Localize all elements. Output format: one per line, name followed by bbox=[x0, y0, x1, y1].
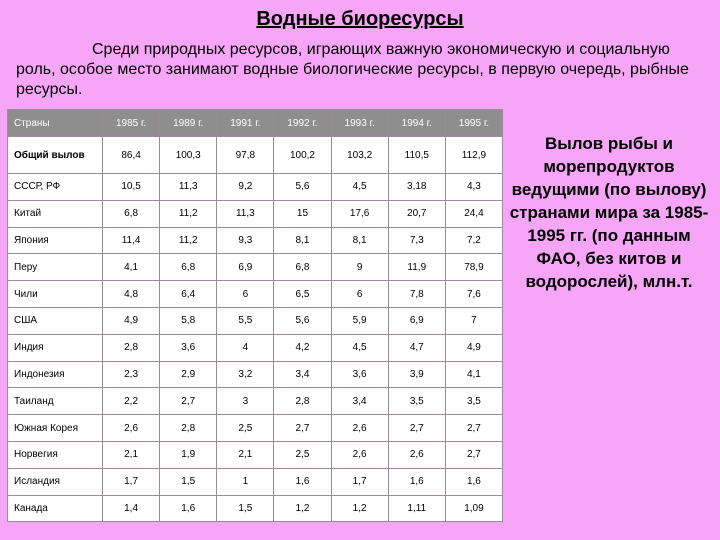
value-cell: 2,8 bbox=[160, 415, 217, 442]
value-cell: 2,6 bbox=[103, 415, 160, 442]
value-cell: 24,4 bbox=[445, 200, 502, 227]
page-title: Водные биоресурсы bbox=[256, 8, 464, 30]
value-cell: 2,6 bbox=[331, 415, 388, 442]
table-row bbox=[8, 254, 503, 281]
table-caption: Вылов рыбы и морепродуктов ведущими (по вылову) странами мира за 1985-1995 гг. (по данным ФАО, без китов и водорослей), млн.т. bbox=[509, 134, 709, 291]
value-cell: 4,1 bbox=[445, 361, 502, 388]
value-cell: 100,3 bbox=[160, 137, 217, 174]
table-row bbox=[8, 174, 503, 201]
value-cell: 11,3 bbox=[160, 174, 217, 201]
value-cell: 5,5 bbox=[217, 307, 274, 334]
value-cell: 4,8 bbox=[103, 281, 160, 308]
value-cell: 2,6 bbox=[331, 441, 388, 468]
value-cell: 7 bbox=[445, 307, 502, 334]
column-header: 1989 г. bbox=[160, 110, 217, 137]
value-cell: 6,8 bbox=[160, 254, 217, 281]
value-cell: 1,9 bbox=[160, 441, 217, 468]
country-cell: Канада bbox=[8, 495, 103, 522]
value-cell: 1,6 bbox=[160, 495, 217, 522]
value-cell: 100,2 bbox=[274, 137, 331, 174]
value-cell: 6 bbox=[217, 281, 274, 308]
country-cell: США bbox=[8, 307, 103, 334]
value-cell: 1,7 bbox=[331, 468, 388, 495]
table-row bbox=[8, 441, 503, 468]
value-cell: 3,4 bbox=[331, 388, 388, 415]
value-cell: 1,7 bbox=[103, 468, 160, 495]
value-cell: 15 bbox=[274, 200, 331, 227]
value-cell: 1,5 bbox=[160, 468, 217, 495]
value-cell: 1,2 bbox=[331, 495, 388, 522]
table-row bbox=[8, 200, 503, 227]
value-cell: 2,5 bbox=[274, 441, 331, 468]
value-cell: 1,2 bbox=[274, 495, 331, 522]
value-cell: 2,5 bbox=[217, 415, 274, 442]
value-cell: 4,5 bbox=[331, 174, 388, 201]
value-cell: 2,7 bbox=[160, 388, 217, 415]
value-cell: 103,2 bbox=[331, 137, 388, 174]
value-cell: 1,6 bbox=[274, 468, 331, 495]
value-cell: 2,8 bbox=[103, 334, 160, 361]
table-row bbox=[8, 334, 503, 361]
value-cell: 7,8 bbox=[388, 281, 445, 308]
value-cell: 10,5 bbox=[103, 174, 160, 201]
column-header: 1992 г. bbox=[274, 110, 331, 137]
country-cell: Чили bbox=[8, 281, 103, 308]
value-cell: 9 bbox=[331, 254, 388, 281]
value-cell: 3,9 bbox=[388, 361, 445, 388]
value-cell: 3,4 bbox=[274, 361, 331, 388]
table-row bbox=[8, 227, 503, 254]
value-cell: 4,5 bbox=[331, 334, 388, 361]
country-cell: Южная Корея bbox=[8, 415, 103, 442]
value-cell: 97,8 bbox=[217, 137, 274, 174]
table-body bbox=[8, 137, 503, 522]
country-cell: Норвегия bbox=[8, 441, 103, 468]
country-cell: Индия bbox=[8, 334, 103, 361]
table-row bbox=[8, 415, 503, 442]
value-cell: 4,9 bbox=[103, 307, 160, 334]
value-cell: 3,6 bbox=[331, 361, 388, 388]
value-cell: 4,3 bbox=[445, 174, 502, 201]
column-header: 1993 г. bbox=[331, 110, 388, 137]
table-header-row bbox=[8, 110, 503, 137]
table-row bbox=[8, 281, 503, 308]
country-cell: Перу bbox=[8, 254, 103, 281]
country-cell: Общий вылов bbox=[8, 137, 103, 174]
value-cell: 2,1 bbox=[103, 441, 160, 468]
value-cell: 4,9 bbox=[445, 334, 502, 361]
value-cell: 4,1 bbox=[103, 254, 160, 281]
table-row bbox=[8, 468, 503, 495]
value-cell: 2,1 bbox=[217, 441, 274, 468]
fish-catch-table bbox=[7, 109, 503, 522]
table-row bbox=[8, 361, 503, 388]
value-cell: 1,11 bbox=[388, 495, 445, 522]
value-cell: 2,7 bbox=[388, 415, 445, 442]
value-cell: 6 bbox=[331, 281, 388, 308]
value-cell: 4,2 bbox=[274, 334, 331, 361]
value-cell: 7,6 bbox=[445, 281, 502, 308]
column-header: 1985 г. bbox=[103, 110, 160, 137]
value-cell: 4,7 bbox=[388, 334, 445, 361]
value-cell: 7,2 bbox=[445, 227, 502, 254]
value-cell: 11,2 bbox=[160, 200, 217, 227]
value-cell: 3,5 bbox=[445, 388, 502, 415]
country-cell: Индонезия bbox=[8, 361, 103, 388]
country-cell: Таиланд bbox=[8, 388, 103, 415]
value-cell: 6,9 bbox=[217, 254, 274, 281]
value-cell: 1,6 bbox=[388, 468, 445, 495]
value-cell: 2,9 bbox=[160, 361, 217, 388]
table-row bbox=[8, 495, 503, 522]
value-cell: 5,6 bbox=[274, 174, 331, 201]
value-cell: 3,5 bbox=[388, 388, 445, 415]
value-cell: 11,4 bbox=[103, 227, 160, 254]
value-cell: 11,3 bbox=[217, 200, 274, 227]
country-cell: Япония bbox=[8, 227, 103, 254]
value-cell: 17,6 bbox=[331, 200, 388, 227]
value-cell: 78,9 bbox=[445, 254, 502, 281]
table-row bbox=[8, 137, 503, 174]
country-cell: Исландия bbox=[8, 468, 103, 495]
column-header: 1991 г. bbox=[217, 110, 274, 137]
value-cell: 2,2 bbox=[103, 388, 160, 415]
value-cell: 3,18 bbox=[388, 174, 445, 201]
value-cell: 1,6 bbox=[445, 468, 502, 495]
value-cell: 6,5 bbox=[274, 281, 331, 308]
value-cell: 110,5 bbox=[388, 137, 445, 174]
value-cell: 2,7 bbox=[274, 415, 331, 442]
value-cell: 86,4 bbox=[103, 137, 160, 174]
column-header: 1995 г. bbox=[445, 110, 502, 137]
country-cell: СССР, РФ bbox=[8, 174, 103, 201]
value-cell: 1,09 bbox=[445, 495, 502, 522]
table-row bbox=[8, 388, 503, 415]
value-cell: 20,7 bbox=[388, 200, 445, 227]
value-cell: 5,6 bbox=[274, 307, 331, 334]
value-cell: 2,8 bbox=[274, 388, 331, 415]
value-cell: 9,3 bbox=[217, 227, 274, 254]
value-cell: 112,9 bbox=[445, 137, 502, 174]
value-cell: 2,6 bbox=[388, 441, 445, 468]
value-cell: 3 bbox=[217, 388, 274, 415]
value-cell: 1,4 bbox=[103, 495, 160, 522]
column-header: 1994 г. bbox=[388, 110, 445, 137]
table-row bbox=[8, 307, 503, 334]
value-cell: 8,1 bbox=[331, 227, 388, 254]
value-cell: 5,9 bbox=[331, 307, 388, 334]
value-cell: 11,9 bbox=[388, 254, 445, 281]
value-cell: 1,5 bbox=[217, 495, 274, 522]
value-cell: 2,7 bbox=[445, 441, 502, 468]
value-cell: 6,8 bbox=[103, 200, 160, 227]
value-cell: 8,1 bbox=[274, 227, 331, 254]
value-cell: 6,8 bbox=[274, 254, 331, 281]
value-cell: 1 bbox=[217, 468, 274, 495]
intro-paragraph: Среди природных ресурсов, играющих важную экономическую и социальную роль, особое место занимают водные биологические ресурсы, в первую очередь, рыбные ресурсы. bbox=[16, 41, 689, 98]
country-cell: Китай bbox=[8, 200, 103, 227]
column-header: Страны bbox=[8, 110, 103, 137]
value-cell: 5,8 bbox=[160, 307, 217, 334]
value-cell: 9,2 bbox=[217, 174, 274, 201]
value-cell: 3,6 bbox=[160, 334, 217, 361]
value-cell: 3,2 bbox=[217, 361, 274, 388]
value-cell: 6,9 bbox=[388, 307, 445, 334]
value-cell: 6,4 bbox=[160, 281, 217, 308]
value-cell: 7,3 bbox=[388, 227, 445, 254]
value-cell: 4 bbox=[217, 334, 274, 361]
value-cell: 2,7 bbox=[445, 415, 502, 442]
value-cell: 11,2 bbox=[160, 227, 217, 254]
value-cell: 2,3 bbox=[103, 361, 160, 388]
